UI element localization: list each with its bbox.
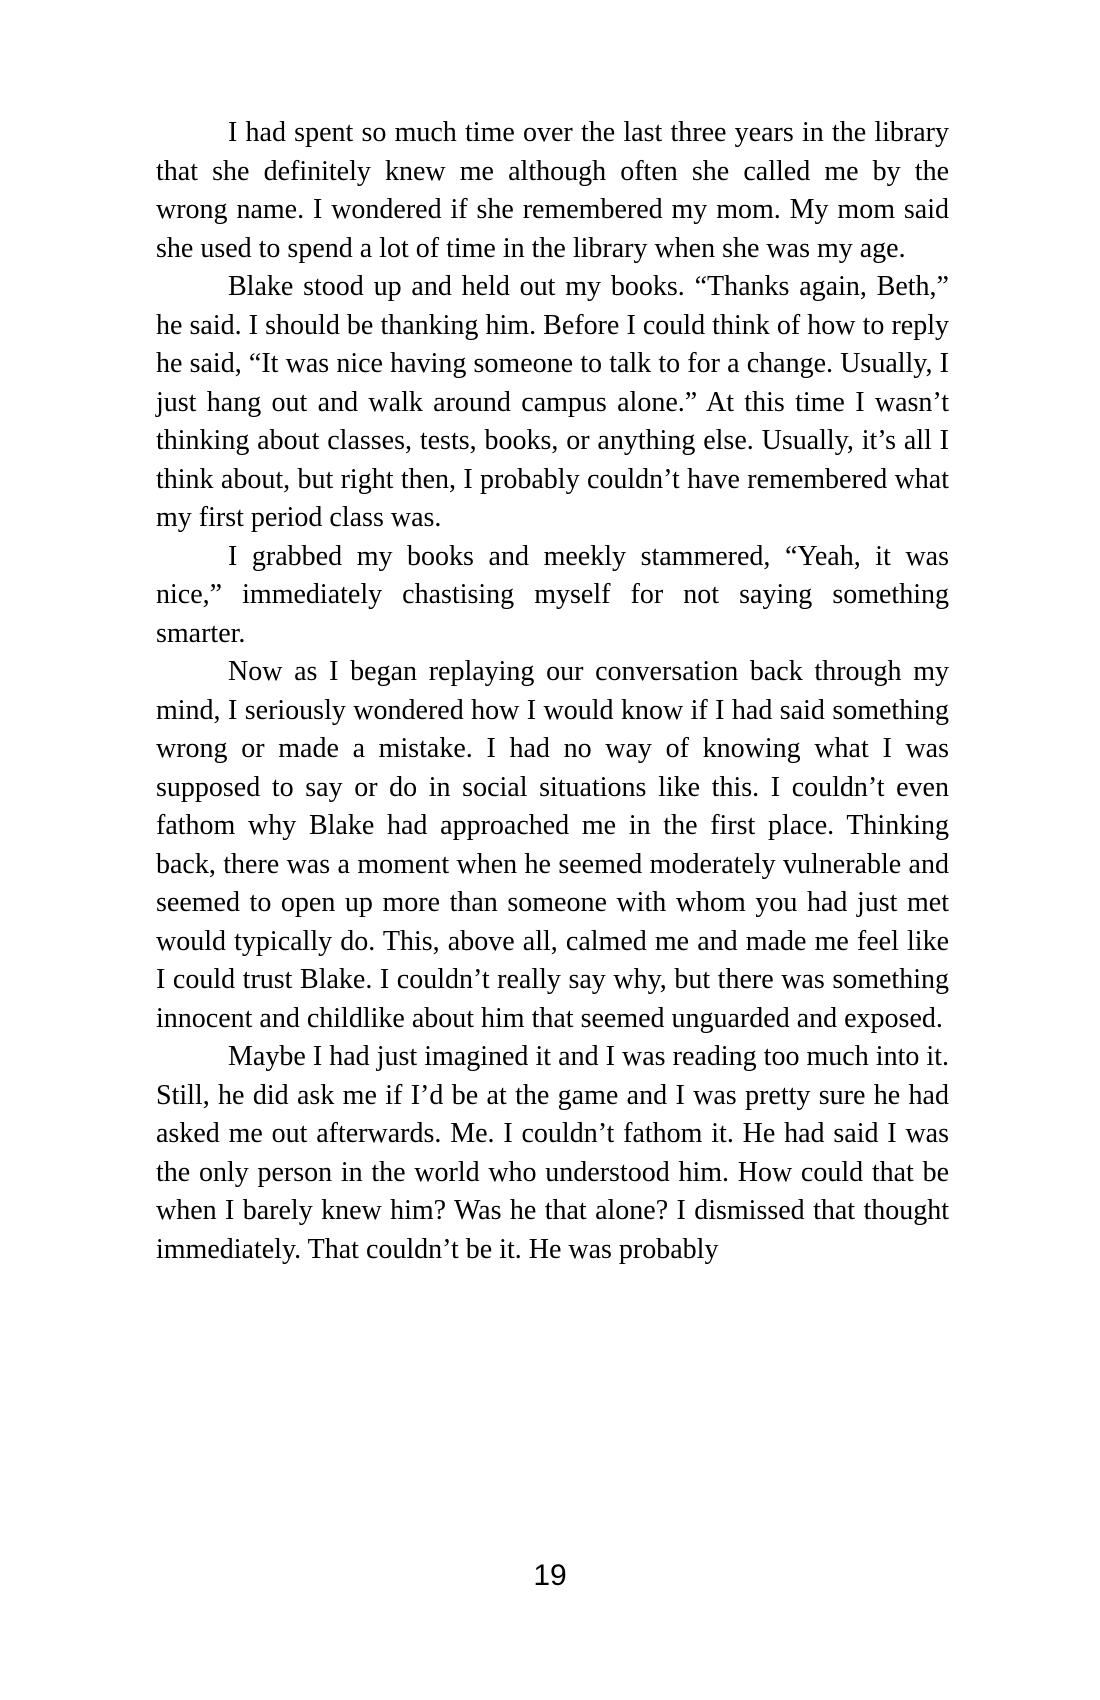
body-text <box>156 114 949 1269</box>
paragraph-1: I had spent so much time over the last three years in the library that she definitely knew me although often she called me by the wrong name. I wondered if she remembered my mom. My mom said she used to spend a lot of time in the library when she was my age. <box>156 117 949 264</box>
paragraph-4: Now as I began replaying our conversation back through my mind, I seriously wondered how I would know if I had said something wrong or made a mistake. I had no way of knowing what I was supposed to say or do in social situations like this. I couldn’t even fathom why Blake had approached me in the first place. Thinking back, there was a moment when he seemed moderately vulnerable and seemed to open up more than someone with whom you had just met would typically do. This, above all, calmed me and made me feel like I could trust Blake. I couldn’t really say why, but there was something innocent and childlike about him that seemed unguarded and exposed. <box>156 656 949 1034</box>
paragraph-3: I grabbed my books and meekly stammered, “Yeah, it was nice,” immediately chastising myself for not saying something smarter. <box>156 540 949 649</box>
page-number: 19 <box>533 1559 567 1592</box>
paragraph-5: Maybe I had just imagined it and I was reading too much into it. Still, he did ask me if I’d be at the game and I was pretty sure he had asked me out afterwards. Me. I couldn’t fathom it. He had said I was the only person in the world who understood him. How could that be when I barely knew him? Was he that alone? I dismissed that thought immediately. That couldn’t be it. He was probably <box>156 1041 949 1265</box>
paragraph-2: Blake stood up and held out my books. “Thanks again, Beth,” he said. I should be thanking him. Before I could think of how to reply he said, “It was nice having someone to talk to for a change. Usually, I just hang out and walk around campus alone.” At this time I wasn’t thinking about classes, tests, books, or anything else. Usually, it’s all I think about, but right then, I probably couldn’t have remembered what my first period class was. <box>156 271 949 533</box>
